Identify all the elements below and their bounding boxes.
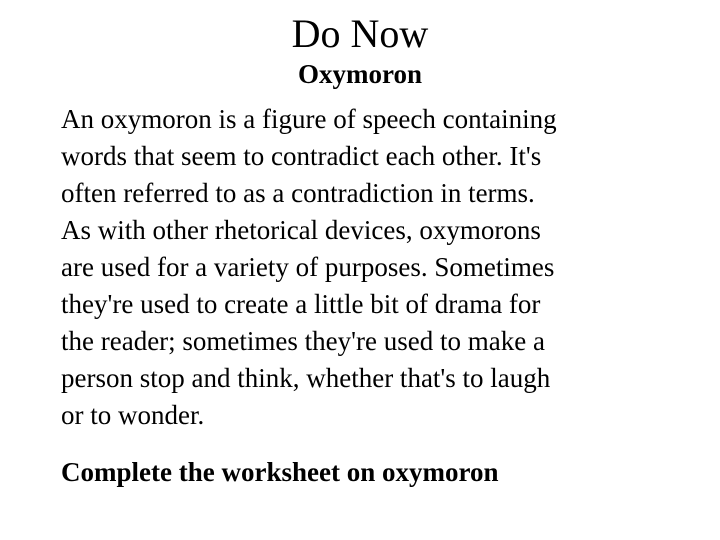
paragraph-line: the reader; sometimes they're used to make a (61, 326, 545, 356)
paragraph-line: An oxymoron is a figure of speech containing (61, 104, 557, 134)
paragraph-line: are used for a variety of purposes. Sometimes (61, 252, 555, 282)
slide-title: Do Now (291, 11, 429, 56)
paragraph-line: often referred to as a contradiction in terms. (61, 178, 535, 208)
paragraph-line: or to wonder. (61, 400, 205, 430)
slide-subtitle: Oxymoron (297, 59, 422, 89)
paragraph-line: words that seem to contradict each other. It's (61, 141, 542, 171)
worksheet-instruction: Complete the worksheet on oxymoron (61, 457, 499, 487)
paragraph-line: person stop and think, whether that's to laugh (61, 363, 551, 393)
paragraph-line: they're used to create a little bit of drama for (61, 289, 541, 319)
definition-paragraph (61, 101, 671, 434)
paragraph-line: As with other rhetorical devices, oxymorons (61, 215, 541, 245)
